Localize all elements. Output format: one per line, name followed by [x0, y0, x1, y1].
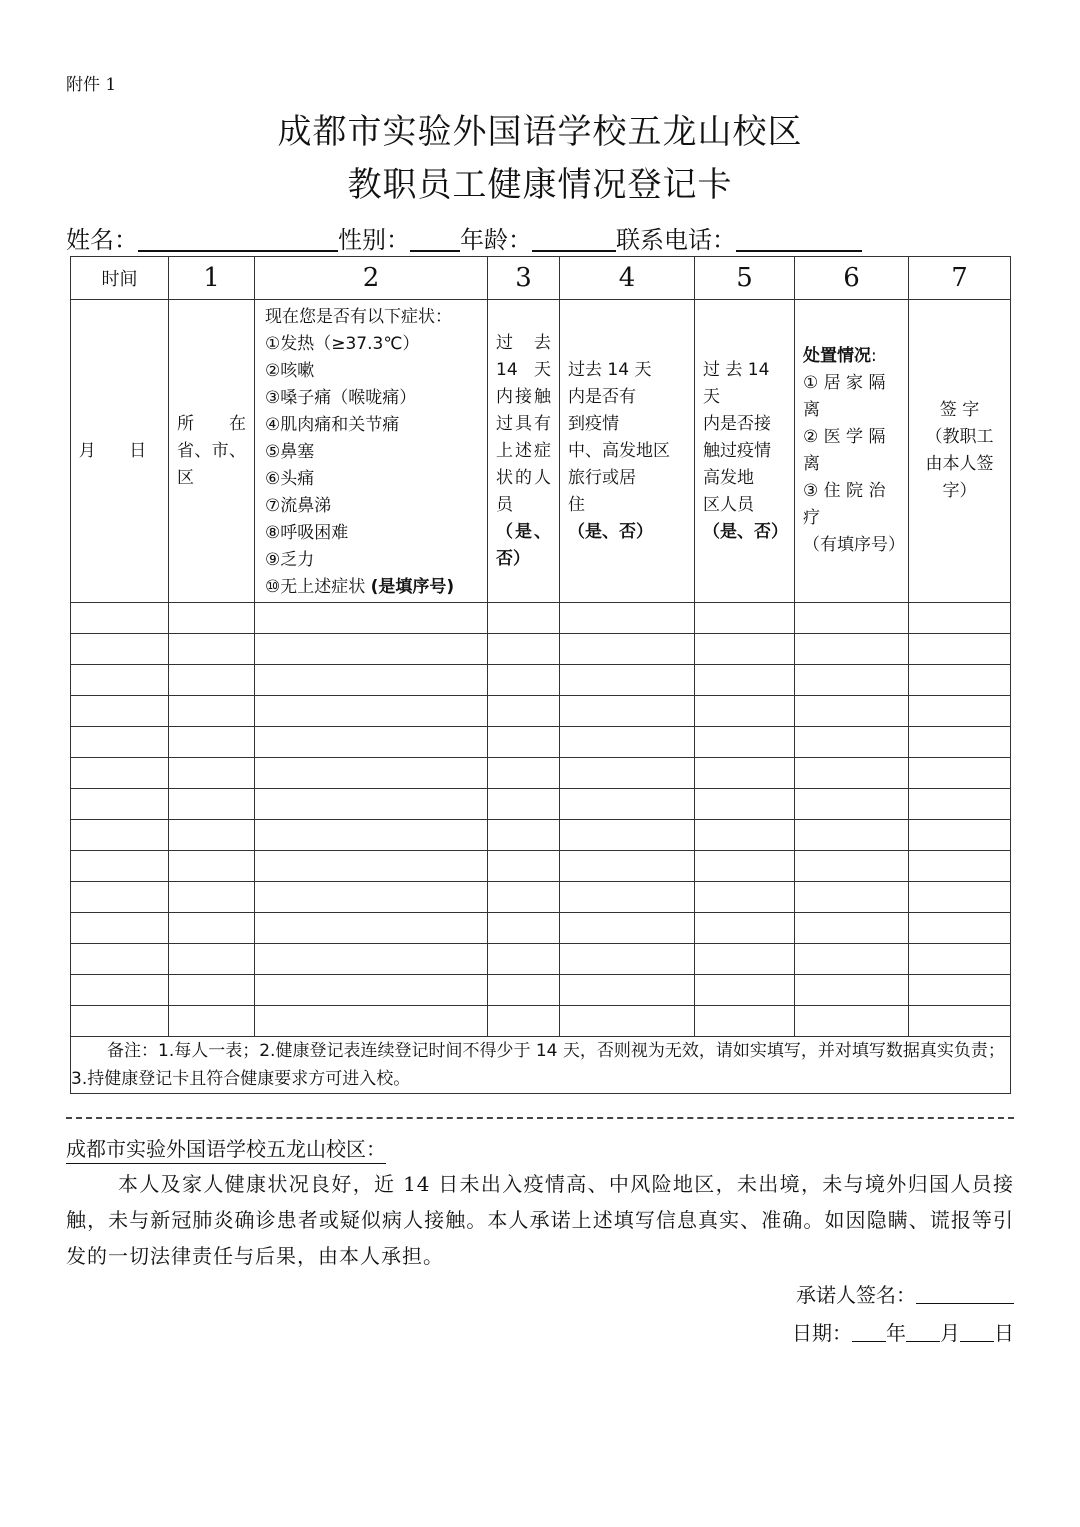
entry-cell[interactable] — [169, 727, 255, 758]
entry-cell[interactable] — [488, 696, 560, 727]
entry-cell[interactable] — [909, 603, 1011, 634]
table-row — [71, 820, 1011, 851]
entry-cell[interactable] — [695, 696, 795, 727]
entry-cell[interactable] — [71, 696, 169, 727]
entry-cell[interactable] — [795, 727, 909, 758]
entry-cell[interactable] — [255, 696, 488, 727]
entry-cell[interactable] — [71, 820, 169, 851]
health-registration-table — [70, 256, 1011, 1094]
entry-cell[interactable] — [255, 634, 488, 665]
entry-cell[interactable] — [909, 882, 1011, 913]
header-col-5: 5 — [695, 257, 795, 300]
entry-cell[interactable] — [255, 882, 488, 913]
entry-cell[interactable] — [488, 820, 560, 851]
table-row — [71, 634, 1011, 665]
disposal-option-3: ③ 住 院 治 疗 — [803, 481, 886, 528]
entry-cell[interactable] — [71, 727, 169, 758]
entry-cell[interactable] — [488, 1006, 560, 1037]
pledge-title-text: 成都市实验外国语学校五龙山校区： — [66, 1137, 386, 1164]
entry-cell[interactable] — [169, 758, 255, 789]
exposure-column-label — [695, 300, 795, 603]
symptom-3: ③嗓子痛（喉咙痛） — [265, 388, 417, 408]
exposure-line-4: 触过疫情 — [703, 440, 771, 461]
entry-cell[interactable] — [695, 944, 795, 975]
entry-cell[interactable] — [909, 975, 1011, 1006]
gender-field[interactable] — [410, 226, 460, 252]
entry-cell[interactable] — [909, 851, 1011, 882]
entry-cell[interactable] — [795, 882, 909, 913]
date-column-label: 月 日 — [71, 300, 169, 603]
entry-cell[interactable] — [169, 789, 255, 820]
symptom-2: ②咳嗽 — [265, 361, 315, 381]
header-col-3: 3 — [488, 257, 560, 300]
entry-cell[interactable] — [560, 727, 695, 758]
symptom-1: ①发热（≥37.3℃） — [265, 334, 420, 354]
table-row — [71, 727, 1011, 758]
entry-cell[interactable] — [560, 913, 695, 944]
entry-cell[interactable] — [795, 851, 909, 882]
disposal-colon: : — [871, 346, 877, 366]
disposal-option-2: ② 医 学 隔 离 — [803, 427, 886, 474]
travel-column-label — [560, 300, 695, 603]
entry-cell[interactable] — [488, 789, 560, 820]
table-row — [71, 1006, 1011, 1037]
year-label: 年 — [886, 1321, 906, 1345]
month-label: 月 — [940, 1321, 960, 1345]
personal-info-line — [66, 220, 862, 255]
header-time: 时间 — [71, 257, 169, 300]
entry-cell[interactable] — [795, 944, 909, 975]
entry-cell[interactable] — [695, 913, 795, 944]
entry-cell[interactable] — [255, 789, 488, 820]
entry-cell[interactable] — [560, 603, 695, 634]
table-row — [71, 665, 1011, 696]
header-col-6: 6 — [795, 257, 909, 300]
entry-cell[interactable] — [909, 758, 1011, 789]
exposure-line-3: 内是否接 — [703, 413, 771, 434]
symptom-10-note: (是填序号) — [370, 577, 455, 597]
age-label: 年龄： — [460, 226, 532, 254]
entry-cell[interactable] — [795, 913, 909, 944]
entry-cell[interactable] — [488, 758, 560, 789]
header-col-4: 4 — [560, 257, 695, 300]
entry-cell[interactable] — [71, 944, 169, 975]
entry-cell[interactable] — [169, 1006, 255, 1037]
entry-cell[interactable] — [255, 851, 488, 882]
signature-line-2: （教职工 — [925, 427, 994, 447]
table-row — [71, 789, 1011, 820]
name-field[interactable] — [138, 226, 338, 252]
contact-yes-no: （是、否） — [496, 521, 551, 569]
signature-line-3: 由本人签 — [925, 454, 994, 474]
entry-cell[interactable] — [488, 913, 560, 944]
disposal-option-1: ① 居 家 隔 离 — [803, 373, 886, 420]
entry-cell[interactable] — [560, 665, 695, 696]
table-row — [71, 913, 1011, 944]
entry-cell[interactable] — [909, 820, 1011, 851]
entry-cell[interactable] — [795, 820, 909, 851]
entry-cell[interactable] — [71, 758, 169, 789]
contact-question: 过去14天内接触过具有上述症状的人员 — [496, 332, 551, 515]
symptom-5: ⑤鼻塞 — [265, 442, 315, 462]
entry-cell[interactable] — [560, 634, 695, 665]
entry-cell[interactable] — [560, 758, 695, 789]
entry-cell[interactable] — [909, 696, 1011, 727]
travel-yes-no: （是、否） — [568, 521, 653, 542]
signature-column-label — [909, 300, 1011, 603]
entry-cell[interactable] — [795, 1006, 909, 1037]
exposure-line-2: 天 — [703, 386, 720, 407]
entry-cell[interactable] — [71, 882, 169, 913]
entry-cell[interactable] — [255, 665, 488, 696]
year-field[interactable] — [852, 1321, 886, 1342]
header-col-7: 7 — [909, 257, 1011, 300]
symptoms-intro: 现在您是否有以下症状： — [265, 307, 452, 327]
entry-cell[interactable] — [560, 975, 695, 1006]
disposal-title: 处置情况 — [803, 346, 871, 366]
entry-cell[interactable] — [255, 727, 488, 758]
exposure-line-6: 区人员 — [703, 494, 754, 515]
signer-label: 承诺人签名： — [796, 1283, 916, 1307]
day-label: 日 — [994, 1321, 1014, 1345]
entry-cell[interactable] — [255, 820, 488, 851]
entry-cell[interactable] — [695, 634, 795, 665]
symptom-6: ⑥头痛 — [265, 469, 315, 489]
table-row — [71, 696, 1011, 727]
entry-cell[interactable] — [795, 634, 909, 665]
phone-field[interactable] — [736, 226, 862, 252]
entry-cell[interactable] — [488, 603, 560, 634]
entry-cell[interactable] — [255, 975, 488, 1006]
entry-cell[interactable] — [795, 789, 909, 820]
entry-cell[interactable] — [255, 1006, 488, 1037]
entry-cell[interactable] — [560, 851, 695, 882]
entry-cell[interactable] — [71, 975, 169, 1006]
entry-cell[interactable] — [169, 882, 255, 913]
symptom-9: ⑨乏力 — [265, 550, 315, 570]
disposal-note: （有填序号） — [803, 535, 905, 555]
entry-cell[interactable] — [909, 944, 1011, 975]
entry-cell[interactable] — [695, 820, 795, 851]
travel-line-3: 到疫情 — [568, 413, 619, 434]
date-label: 日期： — [792, 1321, 852, 1345]
entry-cell[interactable] — [488, 851, 560, 882]
entry-cell[interactable] — [169, 665, 255, 696]
entry-cell[interactable] — [695, 727, 795, 758]
symptom-10-text: ⑩无上述症状 — [265, 577, 366, 597]
entry-cell[interactable] — [255, 758, 488, 789]
entry-cell[interactable] — [795, 603, 909, 634]
table-row — [71, 758, 1011, 789]
entry-cell[interactable] — [909, 913, 1011, 944]
entry-cell[interactable] — [169, 696, 255, 727]
entry-cell[interactable] — [909, 727, 1011, 758]
day-field[interactable] — [960, 1321, 994, 1342]
entry-cell[interactable] — [488, 944, 560, 975]
table-row — [71, 882, 1011, 913]
page-title: 成都市实验外国语学校五龙山校区 — [277, 112, 803, 152]
entry-cell[interactable] — [255, 913, 488, 944]
entry-cell[interactable] — [909, 789, 1011, 820]
remark-note: 备注：1.每人一表；2.健康登记表连续登记时间不得少于 14 天，否则视为无效，请如实填写，并对填写数据真实负责；3.持健康登记卡且符合健康要求方可进入校。 — [71, 1037, 1011, 1094]
age-field[interactable] — [532, 226, 616, 252]
location-column-label: 所 在省、市、区 — [169, 300, 255, 603]
symptom-8: ⑧呼吸困难 — [265, 523, 349, 543]
entry-cell[interactable] — [909, 634, 1011, 665]
entry-cell[interactable] — [560, 696, 695, 727]
signer-line — [796, 1279, 1014, 1308]
travel-line-4: 中、高发地区 — [568, 440, 670, 461]
entry-cell[interactable] — [169, 913, 255, 944]
entry-cell[interactable] — [695, 758, 795, 789]
entry-cell[interactable] — [488, 882, 560, 913]
entry-cell[interactable] — [795, 665, 909, 696]
travel-line-6: 住 — [568, 494, 585, 515]
entry-cell[interactable] — [71, 603, 169, 634]
entry-cell[interactable] — [169, 634, 255, 665]
symptoms-column-label — [255, 300, 488, 603]
entry-rows — [71, 603, 1011, 1037]
table-row — [71, 944, 1011, 975]
exposure-line-5: 高发地 — [703, 467, 754, 488]
signer-field[interactable] — [916, 1283, 1014, 1304]
pledge-body: 本人及家人健康状况良好，近 14 日未出入疫情高、中风险地区，未出境，未与境外归国人员接触，未与新冠肺炎确诊患者或疑似病人接触。本人承诺上述填写信息真实、准确。如因隐瞒、谎报等引发的一切法律责任与后果，由本人承担。 — [66, 1172, 1014, 1268]
entry-cell[interactable] — [488, 727, 560, 758]
entry-cell[interactable] — [255, 603, 488, 634]
page-subtitle: 教职员工健康情况登记卡 — [347, 165, 733, 205]
disposal-column-label — [795, 300, 909, 603]
entry-cell[interactable] — [695, 882, 795, 913]
entry-cell[interactable] — [795, 758, 909, 789]
entry-cell[interactable] — [560, 882, 695, 913]
entry-cell[interactable] — [169, 603, 255, 634]
entry-cell[interactable] — [71, 789, 169, 820]
entry-cell[interactable] — [695, 1006, 795, 1037]
entry-cell[interactable] — [169, 851, 255, 882]
symptom-4: ④肌肉痛和关节痛 — [265, 415, 400, 435]
signature-line-4: 字） — [942, 481, 977, 501]
entry-cell[interactable] — [560, 820, 695, 851]
entry-cell[interactable] — [695, 665, 795, 696]
travel-line-5: 旅行或居 — [568, 467, 636, 488]
entry-cell[interactable] — [71, 634, 169, 665]
entry-cell[interactable] — [169, 975, 255, 1006]
entry-cell[interactable] — [795, 696, 909, 727]
header-col-2: 2 — [255, 257, 488, 300]
table-row — [71, 975, 1011, 1006]
travel-line-2: 内是否有 — [568, 386, 636, 407]
contact-column-label — [488, 300, 560, 603]
month-field[interactable] — [906, 1321, 940, 1342]
symptom-7: ⑦流鼻涕 — [265, 496, 332, 516]
entry-cell[interactable] — [488, 975, 560, 1006]
cut-line — [66, 1117, 1014, 1119]
header-col-1: 1 — [169, 257, 255, 300]
date-line — [792, 1317, 1014, 1346]
attachment-label: 附件 1 — [66, 75, 117, 95]
table-row — [71, 603, 1011, 634]
exposure-line-1: 过 去 14 — [703, 359, 770, 380]
entry-cell[interactable] — [169, 944, 255, 975]
entry-cell[interactable] — [71, 851, 169, 882]
table-row — [71, 851, 1011, 882]
entry-cell[interactable] — [488, 634, 560, 665]
entry-cell[interactable] — [695, 603, 795, 634]
entry-cell[interactable] — [695, 851, 795, 882]
travel-line-1: 过去 14 天 — [568, 359, 652, 380]
entry-cell[interactable] — [488, 665, 560, 696]
entry-cell[interactable] — [695, 789, 795, 820]
entry-cell[interactable] — [71, 1006, 169, 1037]
entry-cell[interactable] — [169, 820, 255, 851]
entry-cell[interactable] — [71, 913, 169, 944]
exposure-yes-no: （是、否） — [703, 521, 788, 542]
name-label: 姓名： — [66, 226, 138, 254]
entry-cell[interactable] — [560, 1006, 695, 1037]
gender-label: 性别： — [338, 226, 410, 254]
entry-cell[interactable] — [71, 665, 169, 696]
signature-line-1: 签 字 — [939, 400, 980, 420]
entry-cell[interactable] — [255, 944, 488, 975]
entry-cell[interactable] — [909, 1006, 1011, 1037]
entry-cell[interactable] — [695, 975, 795, 1006]
entry-cell[interactable] — [909, 665, 1011, 696]
symptom-10 — [265, 574, 479, 601]
entry-cell[interactable] — [560, 944, 695, 975]
pledge-title — [66, 1133, 386, 1162]
phone-label: 联系电话： — [616, 226, 736, 254]
entry-cell[interactable] — [560, 789, 695, 820]
entry-cell[interactable] — [795, 975, 909, 1006]
